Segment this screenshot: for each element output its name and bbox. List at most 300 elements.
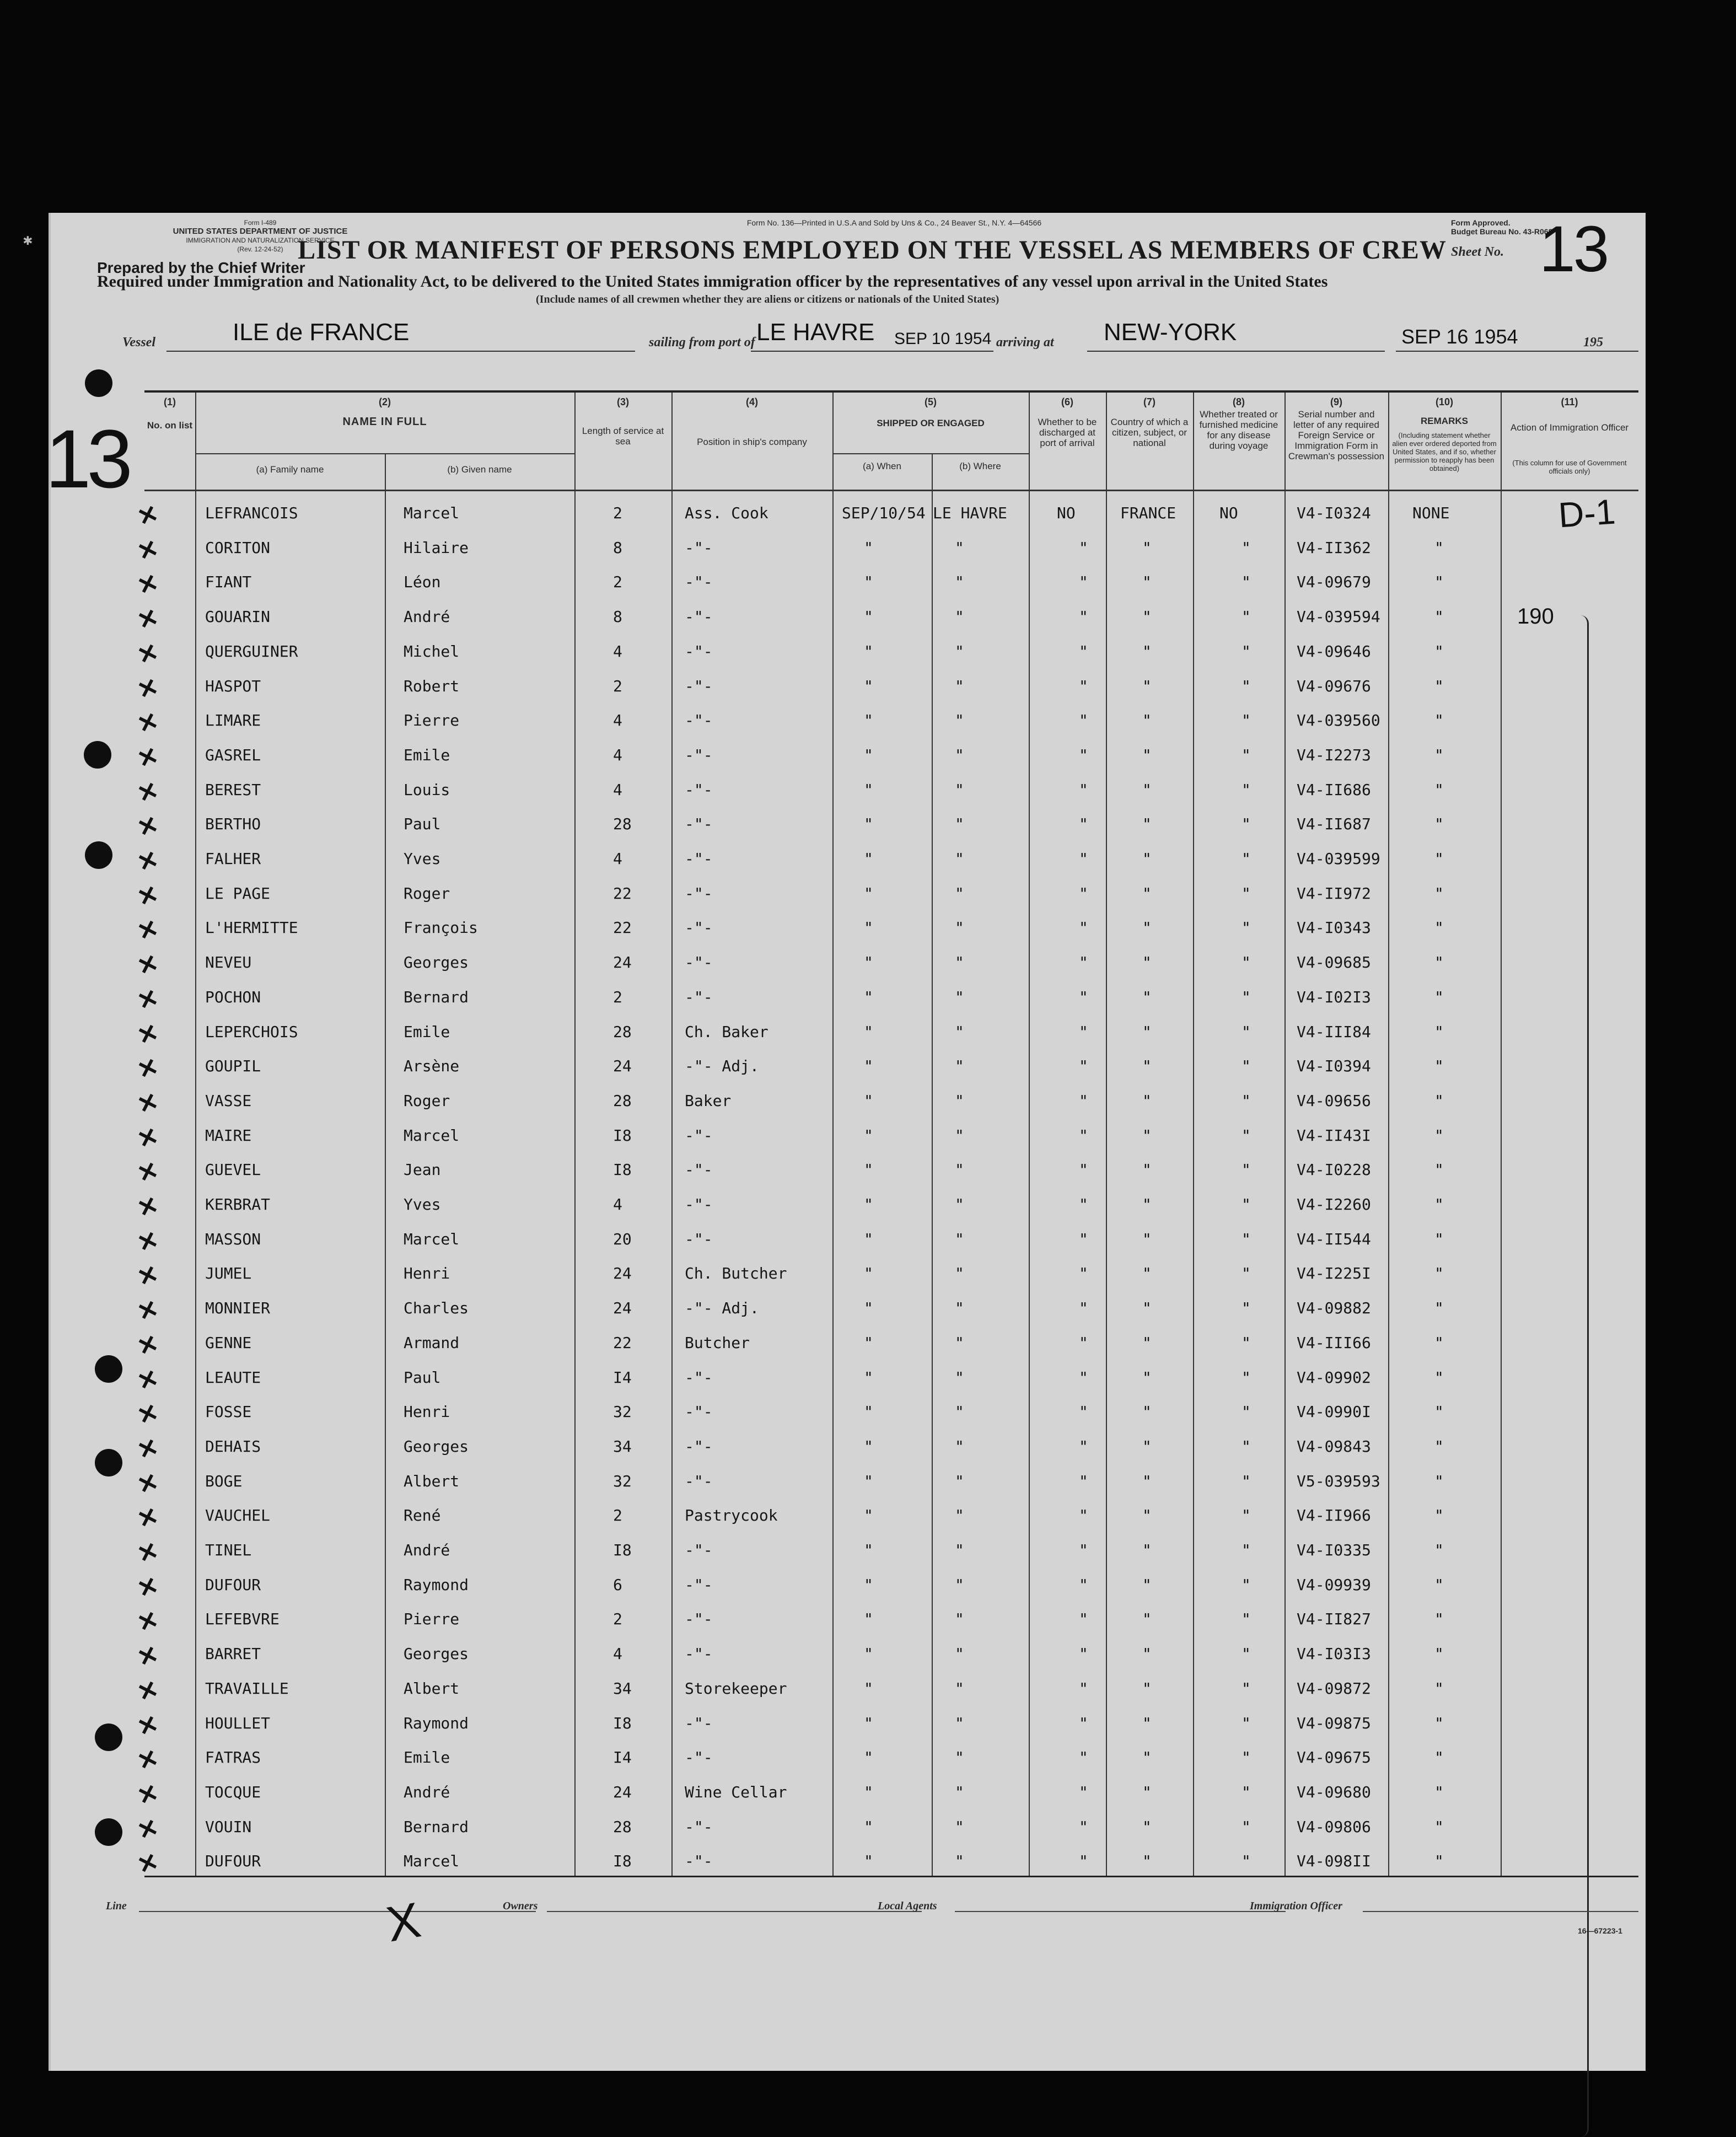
cell-shipped-when: ": [864, 1714, 873, 1732]
cell-medicine: ": [1241, 538, 1251, 557]
cell-discharged: ": [1079, 1506, 1088, 1525]
cell-discharged: ": [1079, 1472, 1088, 1490]
cell-position: -"-: [685, 1126, 713, 1145]
cell-serial-number: V4-II972: [1297, 884, 1371, 903]
cell-serial-number: V4-I03I3: [1297, 1645, 1371, 1663]
cell-given-name: Raymond: [404, 1714, 469, 1732]
col-discharged: Whether to be discharged at port of arrival: [1038, 417, 1097, 448]
cell-service-length: 2: [613, 987, 622, 1006]
cell-country: ": [1142, 745, 1152, 764]
cell-serial-number: V4-09676: [1297, 676, 1371, 695]
cell-remarks: ": [1434, 745, 1444, 764]
form-approved: Form Approved.: [1451, 218, 1511, 227]
cell-position: Wine Cellar: [685, 1782, 787, 1801]
col9-number: (9): [1330, 396, 1342, 407]
cell-discharged: ": [1079, 1091, 1088, 1110]
crew-table: [134, 390, 1638, 1880]
cell-service-length: 2: [613, 1506, 622, 1525]
cell-medicine: ": [1241, 1506, 1251, 1525]
cell-family-name: DEHAIS: [205, 1437, 261, 1456]
table-row: [134, 1499, 1638, 1534]
header-divider: [832, 453, 1029, 454]
cell-serial-number: V4-III66: [1297, 1333, 1371, 1352]
cell-country: ": [1142, 953, 1152, 972]
cell-remarks: ": [1434, 1782, 1444, 1801]
vessel-name: ILE de FRANCE: [233, 319, 410, 346]
table-row: [134, 807, 1638, 843]
binder-hole: [85, 369, 112, 397]
cell-discharged: ": [1079, 642, 1088, 661]
cell-country: ": [1142, 1195, 1152, 1214]
manifest-sheet: [45, 213, 1646, 2071]
cell-family-name: BARRET: [205, 1645, 261, 1663]
cell-position: -"-: [685, 815, 713, 834]
table-row: [134, 531, 1638, 567]
table-row: [134, 669, 1638, 705]
sailing-label: sailing from port of: [649, 335, 755, 350]
table-row: [134, 1430, 1638, 1465]
check-mark-icon: ✕: [134, 707, 162, 739]
cell-shipped-where: ": [955, 1195, 964, 1214]
cell-service-length: 28: [613, 1022, 632, 1041]
cell-position: -"-: [685, 1541, 713, 1559]
col1-number: (1): [164, 396, 176, 407]
check-mark-icon: ✕: [134, 984, 162, 1016]
cell-shipped-when: ": [864, 1126, 873, 1145]
cell-service-length: 24: [613, 1299, 632, 1318]
cell-shipped-when: ": [864, 919, 873, 937]
port-to: NEW-YORK: [1104, 319, 1237, 346]
cell-serial-number: V4-09646: [1297, 642, 1371, 661]
check-mark-icon: ✕: [134, 1744, 162, 1776]
cell-country: FRANCE: [1120, 504, 1176, 522]
cell-serial-number: V4-II966: [1297, 1506, 1371, 1525]
cell-position: -"-: [685, 953, 713, 972]
cell-given-name: Raymond: [404, 1575, 469, 1594]
cell-medicine: ": [1241, 1610, 1251, 1629]
cell-given-name: André: [404, 1541, 450, 1559]
table-row: [134, 1810, 1638, 1846]
cell-family-name: KERBRAT: [205, 1195, 271, 1214]
service-name: IMMIGRATION AND NATURALIZATION SERVICE: [186, 237, 335, 244]
check-mark-icon: ✕: [134, 1295, 162, 1327]
cell-shipped-where: ": [955, 780, 964, 799]
cell-service-length: 4: [613, 711, 622, 730]
cell-given-name: Roger: [404, 1091, 450, 1110]
table-row: [134, 1533, 1638, 1569]
cell-remarks: ": [1434, 1506, 1444, 1525]
arrival-date: SEP 16 1954: [1401, 325, 1518, 348]
cell-given-name: Yves: [404, 850, 441, 868]
cell-given-name: Hilaire: [404, 538, 469, 557]
cell-given-name: Georges: [404, 953, 469, 972]
table-row: [134, 773, 1638, 809]
cell-serial-number: V4-09902: [1297, 1368, 1371, 1387]
cell-shipped-where: ": [955, 642, 964, 661]
cell-family-name: GENNE: [205, 1333, 252, 1352]
table-row: [134, 1464, 1638, 1500]
cell-family-name: GOUARIN: [205, 608, 271, 626]
cell-service-length: 22: [613, 884, 632, 903]
cell-discharged: ": [1079, 1817, 1088, 1836]
cell-discharged: ": [1079, 1299, 1088, 1318]
cell-discharged: ": [1079, 573, 1088, 592]
cell-country: ": [1142, 1506, 1152, 1525]
cell-country: ": [1142, 815, 1152, 834]
cell-service-length: 4: [613, 642, 622, 661]
cell-service-length: 2: [613, 504, 622, 522]
check-mark-icon: ✕: [134, 776, 162, 809]
cell-shipped-when: ": [864, 1195, 873, 1214]
cell-country: ": [1142, 1299, 1152, 1318]
cell-medicine: ": [1241, 1195, 1251, 1214]
cell-remarks: ": [1434, 1368, 1444, 1387]
cell-shipped-when: ": [864, 780, 873, 799]
cell-shipped-when: SEP/10/54: [842, 504, 926, 522]
cell-serial-number: V4-I2273: [1297, 745, 1371, 764]
cell-serial-number: V4-09939: [1297, 1575, 1371, 1594]
cell-position: -"-: [685, 850, 713, 868]
cell-shipped-where: ": [955, 953, 964, 972]
cell-service-length: 4: [613, 745, 622, 764]
cell-service-length: 2: [613, 1610, 622, 1629]
cell-country: ": [1142, 1333, 1152, 1352]
check-mark-icon: ✕: [134, 1813, 162, 1846]
cell-serial-number: V4-09872: [1297, 1679, 1371, 1698]
table-row: [134, 877, 1638, 912]
cell-serial-number: V4-II687: [1297, 815, 1371, 834]
col-name-in-full: NAME IN FULL: [342, 416, 427, 428]
cell-shipped-when: ": [864, 850, 873, 868]
table-row: [134, 1741, 1638, 1776]
cell-serial-number: V4-I0335: [1297, 1541, 1371, 1559]
handwritten-bracket-line: [1581, 615, 1589, 2137]
check-mark-icon: ✕: [134, 1571, 162, 1604]
col11-number: (11): [1561, 396, 1578, 407]
cell-medicine: ": [1241, 1403, 1251, 1421]
cell-given-name: Henri: [404, 1403, 450, 1421]
footer-agents-label: Local Agents: [878, 1900, 937, 1912]
cell-serial-number: V4-098II: [1297, 1852, 1371, 1871]
cell-country: ": [1142, 884, 1152, 903]
handwritten-count: 190: [1517, 604, 1554, 629]
cell-medicine: ": [1241, 987, 1251, 1006]
check-mark-icon: ✕: [134, 742, 162, 774]
cell-discharged: ": [1079, 1195, 1088, 1214]
col6-number: (6): [1061, 396, 1073, 407]
cell-remarks: ": [1434, 676, 1444, 695]
binder-hole: [95, 1355, 122, 1383]
check-mark-icon: ✕: [134, 1018, 162, 1050]
cell-discharged: ": [1079, 987, 1088, 1006]
table-row: [134, 1568, 1638, 1604]
cell-serial-number: V4-09806: [1297, 1817, 1371, 1836]
cell-given-name: André: [404, 608, 450, 626]
cell-given-name: Armand: [404, 1333, 460, 1352]
check-mark-icon: ✕: [134, 603, 162, 636]
cell-service-length: I8: [613, 1714, 632, 1732]
cell-discharged: ": [1079, 815, 1088, 834]
cell-shipped-when: ": [864, 573, 873, 592]
cell-position: -"-: [685, 1195, 713, 1214]
col-where: (b) Where: [959, 461, 1001, 471]
cell-given-name: Albert: [404, 1472, 460, 1490]
cell-shipped-when: ": [864, 1575, 873, 1594]
cell-discharged: ": [1079, 1645, 1088, 1663]
port-from: LE HAVRE: [756, 319, 875, 346]
cell-position: -"- Adj.: [685, 1057, 759, 1076]
cell-shipped-where: ": [955, 1022, 964, 1041]
cell-medicine: ": [1241, 745, 1251, 764]
cell-country: ": [1142, 1368, 1152, 1387]
cell-shipped-when: ": [864, 1541, 873, 1559]
cell-medicine: ": [1241, 1645, 1251, 1663]
cell-shipped-when: ": [864, 1852, 873, 1871]
cell-given-name: Bernard: [404, 987, 469, 1006]
cell-family-name: BOGE: [205, 1472, 243, 1490]
cell-shipped-where: ": [955, 1782, 964, 1801]
check-mark-icon: ✕: [134, 1191, 162, 1223]
cell-shipped-when: ": [864, 815, 873, 834]
cell-given-name: François: [404, 919, 478, 937]
cell-service-length: 4: [613, 1645, 622, 1663]
cell-discharged: ": [1079, 1161, 1088, 1179]
signature-x-mark: X: [382, 1892, 425, 1953]
cell-family-name: MASSON: [205, 1229, 261, 1248]
cell-service-length: 22: [613, 1333, 632, 1352]
cell-position: -"- Adj.: [685, 1299, 759, 1318]
cell-shipped-where: ": [955, 884, 964, 903]
cell-remarks: ": [1434, 815, 1444, 834]
cell-shipped-where: ": [955, 1748, 964, 1767]
cell-medicine: NO: [1219, 504, 1238, 522]
col2-number: (2): [379, 396, 391, 407]
cell-country: ": [1142, 850, 1152, 868]
cell-shipped-when: ": [864, 1645, 873, 1663]
cell-family-name: NEVEU: [205, 953, 252, 972]
cell-serial-number: V4-I02I3: [1297, 987, 1371, 1006]
check-mark-icon: ✕: [134, 1364, 162, 1396]
cell-country: ": [1142, 711, 1152, 730]
col-officials-note: (This column for use of Government officials only): [1512, 459, 1627, 475]
cell-family-name: LEPERCHOIS: [205, 1022, 298, 1041]
col-shipped-or-engaged: SHIPPED OR ENGAGED: [877, 418, 985, 428]
cell-discharged: ": [1079, 780, 1088, 799]
cell-serial-number: V4-039594: [1297, 608, 1380, 626]
cell-medicine: ": [1241, 1748, 1251, 1767]
check-mark-icon: ✕: [134, 638, 162, 670]
cell-remarks: ": [1434, 1575, 1444, 1594]
cell-service-length: 24: [613, 1057, 632, 1076]
cell-remarks: ": [1434, 608, 1444, 626]
table-row: [134, 565, 1638, 601]
cell-family-name: GOUPIL: [205, 1057, 261, 1076]
cell-shipped-where: ": [955, 1472, 964, 1490]
cell-medicine: ": [1241, 1782, 1251, 1801]
cell-remarks: ": [1434, 1161, 1444, 1179]
check-mark-icon: ✕: [134, 1053, 162, 1085]
cell-family-name: TRAVAILLE: [205, 1679, 289, 1698]
cell-country: ": [1142, 1022, 1152, 1041]
col10-number: (10): [1435, 396, 1453, 407]
col-medicine: Whether treated or furnished medicine for any disease during voyage: [1199, 409, 1278, 451]
cell-given-name: Henri: [404, 1264, 450, 1283]
check-mark-icon: ✕: [134, 1848, 162, 1880]
cell-discharged: ": [1079, 1610, 1088, 1629]
cell-service-length: 2: [613, 676, 622, 695]
header-divider: [195, 453, 574, 454]
cell-shipped-when: ": [864, 1748, 873, 1767]
page-subtitle: Required under Immigration and Nationality Act, to be delivered to the United States immigration officer by the representatives of any vessel upon arrival in the United States: [97, 272, 1328, 291]
cell-serial-number: V4-I0343: [1297, 919, 1371, 937]
cell-position: -"-: [685, 1817, 713, 1836]
cell-remarks: ": [1434, 1714, 1444, 1732]
cell-family-name: FOSSE: [205, 1403, 252, 1421]
cell-shipped-where: ": [955, 745, 964, 764]
cell-serial-number: V4-09882: [1297, 1299, 1371, 1318]
cell-service-length: I4: [613, 1368, 632, 1387]
table-row: [134, 1395, 1638, 1431]
col-serial-number: Serial number and letter of any required Foreign Service or Immigration Form in Crewman's possession: [1288, 409, 1385, 461]
cell-serial-number: V4-I0324: [1297, 504, 1371, 522]
binder-hole: [95, 1723, 122, 1751]
check-mark-icon: ✕: [134, 534, 162, 567]
cell-position: -"-: [685, 1852, 713, 1871]
cell-country: ": [1142, 538, 1152, 557]
check-mark-icon: ✕: [134, 949, 162, 981]
cell-discharged: ": [1079, 1057, 1088, 1076]
cell-given-name: Paul: [404, 815, 441, 834]
cell-serial-number: V4-II544: [1297, 1229, 1371, 1248]
cell-position: Ch. Butcher: [685, 1264, 787, 1283]
cell-medicine: ": [1241, 1541, 1251, 1559]
cell-discharged: ": [1079, 1368, 1088, 1387]
cell-country: ": [1142, 1610, 1152, 1629]
cell-serial-number: V4-I0228: [1297, 1161, 1371, 1179]
cell-position: -"-: [685, 987, 713, 1006]
cell-medicine: ": [1241, 1575, 1251, 1594]
cell-remarks: ": [1434, 1748, 1444, 1767]
cell-shipped-where: LE HAVRE: [933, 504, 1007, 522]
cell-remarks: ": [1434, 711, 1444, 730]
cell-shipped-when: ": [864, 711, 873, 730]
cell-country: ": [1142, 1472, 1152, 1490]
check-mark-icon: ✕: [134, 914, 162, 947]
port-to-underline: [1087, 351, 1385, 352]
cell-serial-number: V4-039560: [1297, 711, 1380, 730]
cell-medicine: ": [1241, 1229, 1251, 1248]
form-edition: (Rev. 12-24-52): [237, 245, 283, 253]
cell-service-length: 28: [613, 1817, 632, 1836]
cell-service-length: 4: [613, 780, 622, 799]
cell-service-length: 28: [613, 1091, 632, 1110]
cell-discharged: ": [1079, 1022, 1088, 1041]
table-row: [134, 1361, 1638, 1396]
cell-service-length: 8: [613, 538, 622, 557]
cell-given-name: Michel: [404, 642, 460, 661]
cell-remarks: ": [1434, 953, 1444, 972]
cell-discharged: ": [1079, 538, 1088, 557]
cell-given-name: Paul: [404, 1368, 441, 1387]
cell-remarks: ": [1434, 987, 1444, 1006]
table-row: [134, 1257, 1638, 1292]
cell-remarks: ": [1434, 919, 1444, 937]
check-mark-icon: ✕: [134, 1779, 162, 1811]
col3-number: (3): [617, 396, 629, 407]
cell-country: ": [1142, 1161, 1152, 1179]
cell-country: ": [1142, 1782, 1152, 1801]
cell-serial-number: V4-I225I: [1297, 1264, 1371, 1283]
cell-position: -"-: [685, 573, 713, 592]
check-mark-icon: ✕: [134, 1606, 162, 1638]
check-mark-icon: ✕: [134, 1675, 162, 1708]
cell-shipped-when: ": [864, 538, 873, 557]
cell-medicine: ": [1241, 642, 1251, 661]
cell-discharged: ": [1079, 1403, 1088, 1421]
cell-family-name: LE PAGE: [205, 884, 271, 903]
cell-position: -"-: [685, 1403, 713, 1421]
cell-family-name: TINEL: [205, 1541, 252, 1559]
cell-country: ": [1142, 1852, 1152, 1871]
cell-shipped-when: ": [864, 1506, 873, 1525]
check-mark-icon: ✕: [134, 1226, 162, 1258]
cell-family-name: VOUIN: [205, 1817, 252, 1836]
cell-service-length: 2: [613, 573, 622, 592]
cell-country: ": [1142, 1714, 1152, 1732]
binder-hole: [84, 741, 111, 769]
cell-shipped-where: ": [955, 1610, 964, 1629]
cell-shipped-where: ": [955, 1852, 964, 1871]
cell-remarks: ": [1434, 1817, 1444, 1836]
check-mark-icon: ✕: [134, 1640, 162, 1673]
scan-speck: ✱: [23, 230, 33, 249]
cell-shipped-where: ": [955, 815, 964, 834]
cell-shipped-where: ": [955, 1091, 964, 1110]
check-mark-icon: ✕: [134, 1468, 162, 1500]
cell-shipped-where: ": [955, 1645, 964, 1663]
cell-position: -"-: [685, 608, 713, 626]
cell-family-name: HASPOT: [205, 676, 261, 695]
cell-medicine: ": [1241, 1852, 1251, 1871]
cell-shipped-when: ": [864, 745, 873, 764]
cell-given-name: Charles: [404, 1299, 469, 1318]
cell-shipped-when: ": [864, 987, 873, 1006]
cell-given-name: Bernard: [404, 1817, 469, 1836]
footer-line-label: Line: [106, 1900, 127, 1912]
cell-discharged: ": [1079, 1782, 1088, 1801]
cell-remarks: ": [1434, 850, 1444, 868]
cell-family-name: LEFRANCOIS: [205, 504, 298, 522]
cell-family-name: L'HERMITTE: [205, 919, 298, 937]
check-mark-icon: ✕: [134, 1087, 162, 1120]
cell-position: -"-: [685, 1229, 713, 1248]
cell-service-length: 32: [613, 1403, 632, 1421]
margin-sheet-number: 13: [45, 412, 128, 505]
cell-service-length: 24: [613, 953, 632, 972]
cell-shipped-where: ": [955, 1264, 964, 1283]
cell-country: ": [1142, 1645, 1152, 1663]
cell-position: -"-: [685, 1437, 713, 1456]
cell-remarks: ": [1434, 1437, 1444, 1456]
cell-shipped-when: ": [864, 1437, 873, 1456]
cell-given-name: Emile: [404, 745, 450, 764]
cell-serial-number: V4-0990I: [1297, 1403, 1371, 1421]
cell-position: -"-: [685, 884, 713, 903]
vessel-underline: [166, 351, 635, 352]
cell-given-name: Arsène: [404, 1057, 460, 1076]
cell-position: -"-: [685, 711, 713, 730]
cell-given-name: Marcel: [404, 1126, 460, 1145]
